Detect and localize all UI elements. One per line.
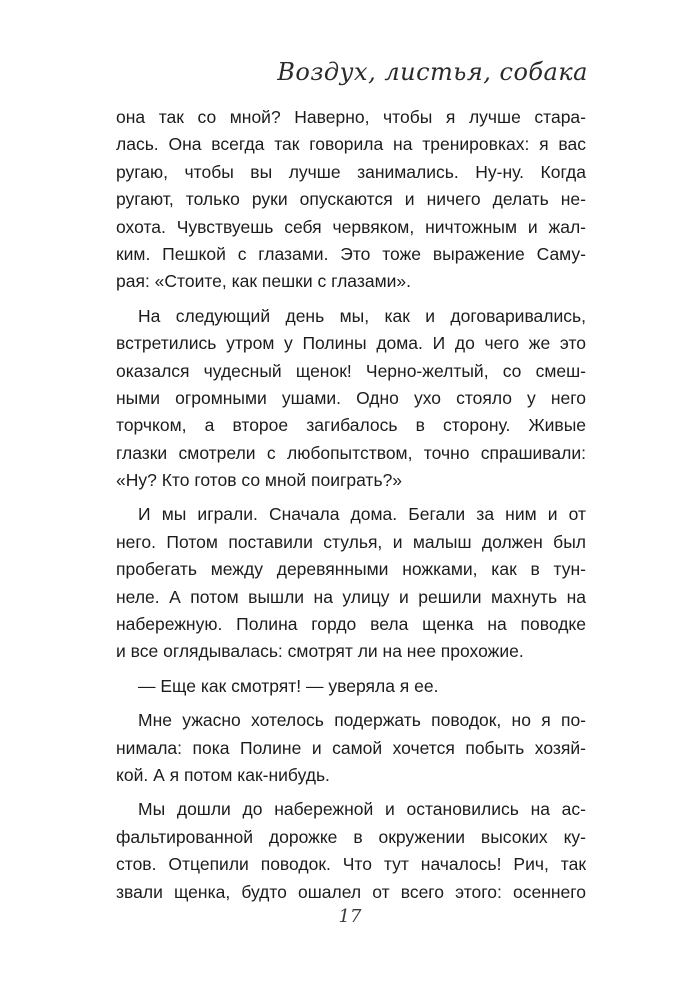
paragraph: [116, 303, 586, 495]
text-line: лась. Она всегда так говорила на тренировках: я вас: [116, 134, 586, 155]
text-line: ными огромными ушами. Одно ухо стояло у него: [116, 387, 586, 408]
text-line: торчком, а второе загибалось в сторону. Живые: [116, 415, 586, 436]
running-head: Воздух, листья, собака: [277, 58, 588, 86]
text-line: кой. А я потом как-нибудь.: [116, 764, 330, 785]
paragraph: [116, 707, 586, 789]
paragraph: [116, 796, 586, 906]
text-line: На следующий день мы, как и договаривались,: [138, 305, 586, 326]
text-line: и все оглядывалась: смотрят ли на нее прохожие.: [116, 641, 524, 662]
text-line: она так со мной? Наверно, чтобы я лучше стара-: [116, 107, 586, 127]
text-line: ругают, только руки опускаются и ничего делать не-: [116, 189, 586, 210]
page-number: 17: [338, 906, 362, 927]
text-line: Мне ужасно хотелось подержать поводок, но я по-: [138, 710, 586, 731]
text-line: «Ну? Кто готов со мной поиграть?»: [116, 470, 403, 491]
text-line: — Еще как смотрят! — уверяла я ее.: [138, 675, 439, 696]
paragraph: [116, 104, 586, 296]
text-line: него. Потом поставили стулья, и малыш должен был: [116, 531, 586, 552]
body-text: [116, 104, 586, 906]
text-line: оказался чудесный щенок! Черно-желтый, со смеш-: [116, 360, 586, 381]
text-line: фальтированной дорожке в окружении высоких ку-: [116, 826, 586, 847]
text-line: глазки смотрели с любопытством, точно спрашивали:: [116, 442, 586, 463]
text-line: стов. Отцепили поводок. Что тут началось! Рич, так: [116, 854, 586, 875]
text-line: звали щенка, будто ошалел от всего этого: осеннего: [116, 881, 586, 902]
text-line: встретились утром у Полины дома. И до чего же это: [116, 333, 586, 354]
text-line: рая: «Стоите, как пешки с глазами».: [116, 271, 411, 292]
text-line: неле. А потом вышли на улицу и решили махнуть на: [116, 586, 586, 607]
paragraph: [116, 673, 586, 700]
paragraph: [116, 501, 586, 665]
text-line: охота. Чувствуешь себя червяком, ничтожным и жал-: [116, 216, 586, 237]
text-line: нимала: пока Полине и самой хочется побыть хозяй-: [116, 737, 586, 758]
text-line: ругаю, чтобы вы лучше занимались. Ну-ну. Когда: [116, 161, 586, 182]
text-line: ким. Пешкой с глазами. Это тоже выражение Саму-: [116, 243, 586, 264]
text-line: Мы дошли до набережной и остановились на ас-: [138, 799, 586, 820]
text-line: И мы играли. Сначала дома. Бегали за ним и от: [138, 504, 586, 525]
text-line: набережную. Полина гордо вела щенка на поводке: [116, 614, 586, 635]
text-line: пробегать между деревянными ножками, как в тун-: [116, 559, 586, 580]
